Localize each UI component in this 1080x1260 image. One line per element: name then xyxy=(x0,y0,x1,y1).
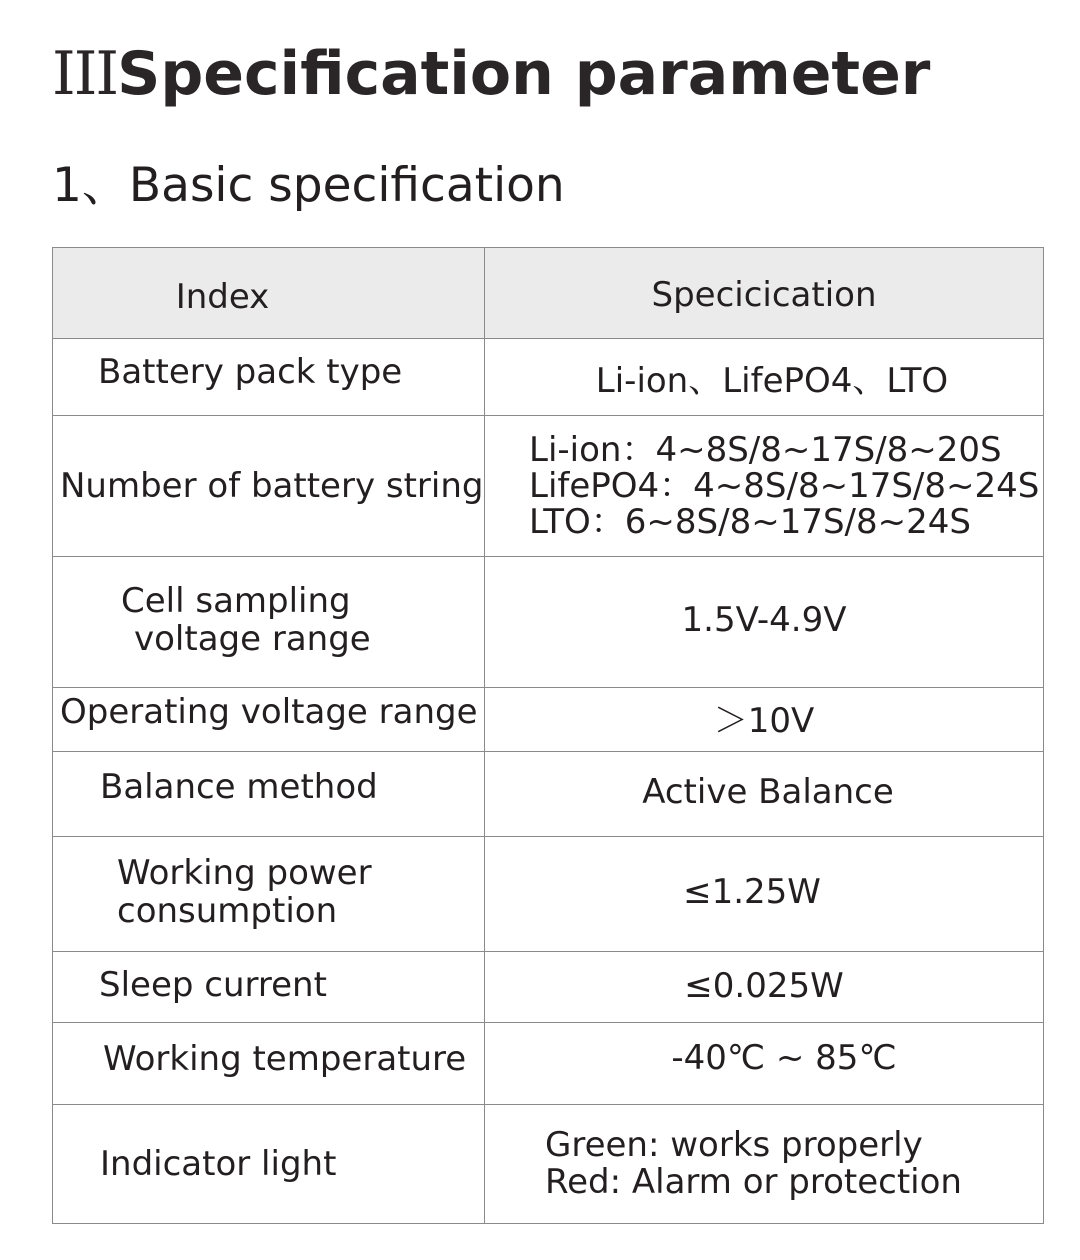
page-title-text: Specification parameter xyxy=(117,39,931,109)
spec-value: LTO：6~8S/8~17S/8~24S xyxy=(529,502,971,542)
table-row xyxy=(53,416,1044,557)
index-cell xyxy=(53,837,485,952)
index-cell xyxy=(53,339,485,416)
index-label: Operating voltage range xyxy=(60,691,478,732)
section-roman-numeral: III xyxy=(52,39,118,109)
table-row xyxy=(53,837,1044,952)
index-label: Indicator light xyxy=(100,1144,337,1184)
spec-cell xyxy=(485,1023,1044,1105)
table-row xyxy=(53,557,1044,688)
page-title xyxy=(52,36,930,112)
index-label: Working power xyxy=(117,853,372,893)
index-label: consumption xyxy=(117,891,338,931)
index-cell xyxy=(53,1105,485,1224)
spec-cell xyxy=(485,688,1044,752)
spec-cell xyxy=(485,557,1044,688)
spec-value: ≤0.025W xyxy=(684,965,844,1006)
table-row xyxy=(53,1023,1044,1105)
index-label: voltage range xyxy=(134,619,371,659)
index-label: Battery pack type xyxy=(98,352,403,392)
index-label: Number of battery string xyxy=(60,466,484,506)
table-row xyxy=(53,688,1044,752)
index-cell xyxy=(53,416,485,557)
spec-cell xyxy=(485,416,1044,557)
spec-column-header: Specicication xyxy=(485,248,1044,339)
spec-value: Li-ion、LifePO4、LTO xyxy=(595,360,949,401)
table-row xyxy=(53,952,1044,1023)
index-cell xyxy=(53,557,485,688)
spec-cell xyxy=(485,837,1044,952)
index-cell xyxy=(53,1023,485,1105)
index-cell xyxy=(53,688,485,752)
spec-value: Li-ion：4~8S/8~17S/8~20S xyxy=(529,430,1002,470)
index-label: Sleep current xyxy=(99,965,327,1005)
spec-value: Green: works properly xyxy=(545,1125,923,1165)
spec-value: 1.5V-4.9V xyxy=(681,599,847,640)
table-row xyxy=(53,1105,1044,1224)
spec-cell xyxy=(485,952,1044,1023)
spec-cell xyxy=(485,1105,1044,1224)
table-row xyxy=(53,752,1044,837)
index-label: Working temperature xyxy=(103,1038,467,1079)
index-label: Cell sampling xyxy=(121,581,351,621)
spec-value: Active Balance xyxy=(642,771,894,812)
spec-value: -40℃ ~ 85℃ xyxy=(671,1038,897,1078)
spec-value: ＞10V xyxy=(713,701,815,741)
index-cell xyxy=(53,752,485,837)
spec-value: LifePO4：4~8S/8~17S/8~24S xyxy=(529,466,1040,506)
spec-value: ≤1.25W xyxy=(683,871,821,912)
table-row xyxy=(53,339,1044,416)
table-header-row xyxy=(53,248,1044,339)
index-column-header: Index xyxy=(53,248,485,339)
index-cell xyxy=(53,952,485,1023)
index-label: Balance method xyxy=(100,767,378,807)
spec-value: Red: Alarm or protection xyxy=(545,1162,962,1202)
spec-cell xyxy=(485,339,1044,416)
spec-cell xyxy=(485,752,1044,837)
section-title: 1、Basic specification xyxy=(52,158,565,213)
specification-table xyxy=(52,247,1044,1224)
